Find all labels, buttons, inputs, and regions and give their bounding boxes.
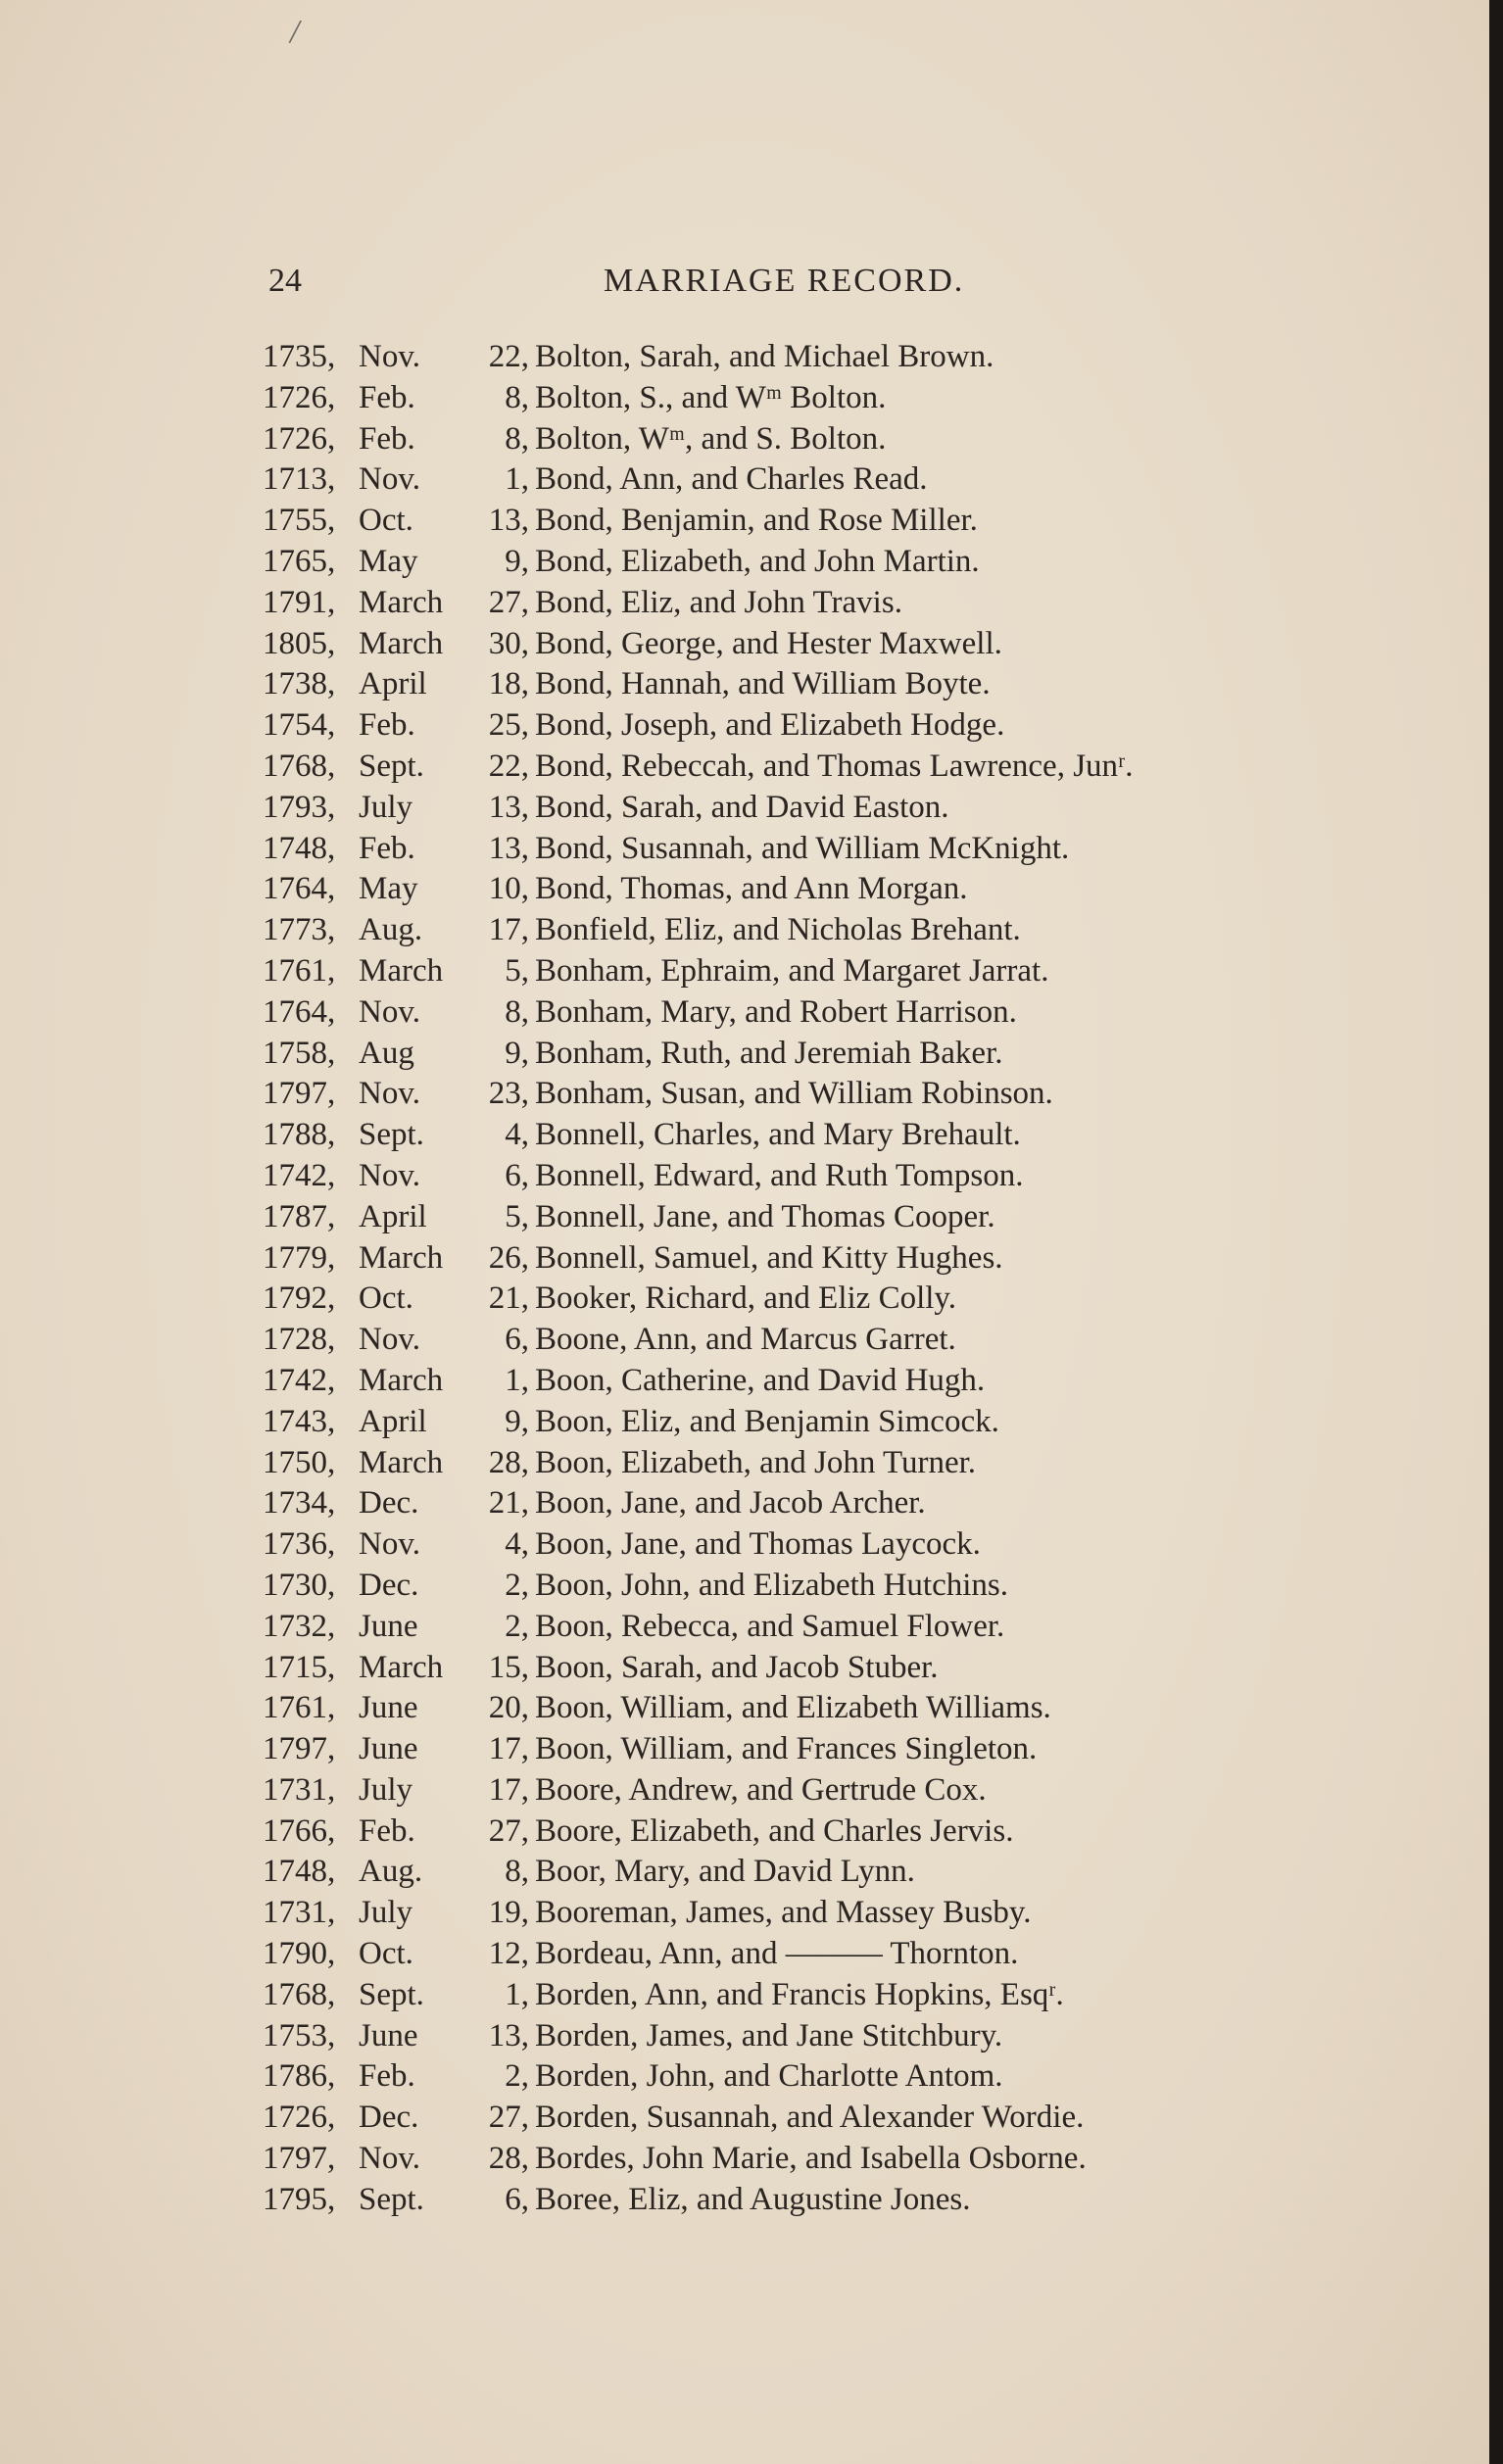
entry-month: Nov. [359, 1076, 420, 1112]
record-entry [263, 992, 1340, 1034]
entry-year: 1797, [263, 1076, 336, 1112]
entry-month: Oct. [359, 503, 413, 539]
entry-month: Oct. [359, 1280, 413, 1317]
record-entry [263, 664, 1340, 705]
entry-year: 1764, [263, 993, 336, 1030]
record-entry [263, 1524, 1340, 1566]
entry-month: Sept. [359, 2181, 424, 2217]
entry-day: 9, [505, 1035, 529, 1071]
record-entry [263, 459, 1340, 501]
entry-day: 27, [488, 2100, 529, 2136]
entry-day: 22, [488, 748, 529, 784]
entry-year: 1750, [263, 1444, 336, 1480]
entry-names: Bond, Hannah, and William Boyte. [535, 666, 991, 702]
entry-month: Sept. [359, 1976, 424, 2012]
record-entry [263, 1115, 1340, 1156]
entry-day: 15, [488, 1649, 529, 1685]
entry-month: Dec. [359, 1567, 419, 1603]
entry-month: July [359, 789, 413, 825]
entry-names: Borden, John, and Charlotte Antom. [535, 2058, 1003, 2095]
entry-month: Nov. [359, 2141, 420, 2177]
record-entry [263, 1852, 1340, 1893]
entry-day: 2, [505, 1608, 529, 1644]
entry-names: Bordeau, Ann, and ——— Thornton. [535, 1936, 1019, 1972]
entry-month: March [359, 1649, 444, 1685]
entry-names: Borden, James, and Jane Stitchbury. [535, 2017, 1003, 2053]
entry-names: Bond, Ann, and Charles Read. [535, 461, 928, 498]
entry-day: 6, [505, 1322, 529, 1358]
entry-names: Boon, Jane, and Jacob Archer. [535, 1485, 926, 1522]
entry-names: Bordes, John Marie, and Isabella Osborne. [535, 2141, 1087, 2177]
entry-month: Sept. [359, 1117, 424, 1153]
entry-names: Bonham, Susan, and William Robinson. [535, 1076, 1053, 1112]
entry-month: March [359, 1362, 444, 1398]
entry-year: 1793, [263, 789, 336, 825]
entry-month: June [359, 1690, 418, 1726]
entry-day: 12, [488, 1936, 529, 1972]
entry-year: 1761, [263, 1690, 336, 1726]
entry-day: 13, [488, 830, 529, 866]
entry-year: 1765, [263, 543, 336, 579]
entry-day: 13, [488, 2017, 529, 2053]
record-entry [263, 788, 1340, 829]
entry-year: 1754, [263, 707, 336, 744]
entry-day: 9, [505, 1403, 529, 1439]
entry-year: 1730, [263, 1567, 336, 1603]
entry-day: 1, [505, 461, 529, 498]
entry-year: 1728, [263, 1322, 336, 1358]
record-entry [263, 1483, 1340, 1524]
entry-month: May [359, 871, 418, 907]
entry-day: 17, [488, 1731, 529, 1767]
entry-names: Bond, Elizabeth, and John Martin. [535, 543, 980, 579]
entry-day: 19, [488, 1895, 529, 1931]
entry-month: Feb. [359, 420, 415, 457]
entry-names: Boon, Eliz, and Benjamin Simcock. [535, 1403, 999, 1439]
record-entry [263, 2056, 1340, 2098]
record-entry [263, 951, 1340, 992]
entry-day: 23, [488, 1076, 529, 1112]
entry-month: Dec. [359, 2100, 419, 2136]
record-entry [263, 829, 1340, 870]
entry-month: Nov. [359, 993, 420, 1030]
entry-day: 8, [505, 420, 529, 457]
record-entry [263, 869, 1340, 910]
entry-day: 26, [488, 1239, 529, 1276]
entry-day: 17, [488, 1771, 529, 1808]
entry-month: March [359, 584, 444, 620]
entry-year: 1738, [263, 666, 336, 702]
entry-day: 6, [505, 1157, 529, 1193]
record-entry [263, 1975, 1340, 2016]
entry-day: 4, [505, 1117, 529, 1153]
entry-day: 28, [488, 1444, 529, 1480]
entry-year: 1715, [263, 1649, 336, 1685]
entry-names: Boon, Jane, and Thomas Laycock. [535, 1526, 981, 1563]
entry-names: Boor, Mary, and David Lynn. [535, 1854, 915, 1890]
entry-day: 6, [505, 2181, 529, 2217]
record-entry [263, 1688, 1340, 1729]
entry-day: 17, [488, 912, 529, 948]
record-entry [263, 1320, 1340, 1361]
record-entry [263, 1607, 1340, 1648]
entry-year: 1773, [263, 912, 336, 948]
entry-year: 1758, [263, 1035, 336, 1071]
entry-names: Bond, Sarah, and David Easton. [535, 789, 949, 825]
record-entry [263, 2180, 1340, 2221]
record-entry [263, 337, 1340, 378]
entry-month: April [359, 1403, 427, 1439]
entry-year: 1726, [263, 420, 336, 457]
entry-day: 1, [505, 1976, 529, 2012]
entry-names: Bonham, Ephraim, and Margaret Jarrat. [535, 952, 1049, 989]
record-entry [263, 419, 1340, 460]
entry-month: Feb. [359, 830, 415, 866]
record-entry [263, 1156, 1340, 1197]
entry-month: Aug. [359, 912, 423, 948]
entry-day: 13, [488, 789, 529, 825]
entry-day: 8, [505, 1854, 529, 1890]
entry-month: Nov. [359, 1157, 420, 1193]
scan-edge [1489, 0, 1503, 2464]
entry-year: 1726, [263, 379, 336, 415]
entry-names: Borden, Ann, and Francis Hopkins, Esqʳ. [535, 1976, 1064, 2012]
entry-names: Boore, Elizabeth, and Charles Jervis. [535, 1812, 1014, 1849]
entry-year: 1726, [263, 2100, 336, 2136]
entry-names: Bond, Susannah, and William McKnight. [535, 830, 1070, 866]
entry-day: 10, [488, 871, 529, 907]
entry-year: 1787, [263, 1198, 336, 1234]
record-entry [263, 1729, 1340, 1770]
record-entry [263, 1279, 1340, 1320]
record-entry [263, 583, 1340, 624]
entry-month: Oct. [359, 1936, 413, 1972]
record-entry [263, 542, 1340, 583]
entry-day: 5, [505, 1198, 529, 1234]
entry-names: Boree, Eliz, and Augustine Jones. [535, 2181, 971, 2217]
entry-month: Nov. [359, 461, 420, 498]
entry-month: Nov. [359, 339, 420, 374]
entry-month: Feb. [359, 379, 415, 415]
marriage-entries-list [263, 337, 1340, 2221]
entry-month: March [359, 1444, 444, 1480]
entry-year: 1795, [263, 2181, 336, 2217]
record-entry [263, 1770, 1340, 1812]
entry-month: July [359, 1895, 413, 1931]
entry-year: 1786, [263, 2058, 336, 2095]
entry-names: Boon, Elizabeth, and John Turner. [535, 1444, 977, 1480]
entry-year: 1792, [263, 1280, 336, 1317]
record-entry [263, 1812, 1340, 1853]
record-entry [263, 1238, 1340, 1280]
record-entry [263, 624, 1340, 665]
entry-names: Bonnell, Charles, and Mary Brehault. [535, 1117, 1021, 1153]
record-entry [263, 1934, 1340, 1975]
entry-year: 1742, [263, 1157, 336, 1193]
entry-month: June [359, 1608, 418, 1644]
pencil-mark: / [290, 14, 300, 50]
entry-year: 1748, [263, 830, 336, 866]
record-entry [263, 1402, 1340, 1443]
entry-year: 1761, [263, 952, 336, 989]
entry-year: 1732, [263, 1608, 336, 1644]
entry-year: 1797, [263, 1731, 336, 1767]
entry-month: Aug. [359, 1854, 423, 1890]
entry-year: 1753, [263, 2017, 336, 2053]
entry-names: Bonnell, Jane, and Thomas Cooper. [535, 1198, 995, 1234]
record-entry [263, 2139, 1340, 2180]
entry-year: 1790, [263, 1936, 336, 1972]
record-entry [263, 501, 1340, 542]
entry-names: Bolton, S., and Wᵐ Bolton. [535, 379, 887, 415]
entry-month: March [359, 952, 444, 989]
record-entry [263, 705, 1340, 747]
record-entry [263, 2098, 1340, 2139]
entry-day: 8, [505, 993, 529, 1030]
entry-month: Dec. [359, 1485, 419, 1522]
record-entry [263, 747, 1340, 788]
entry-year: 1797, [263, 2141, 336, 2177]
page-header [255, 263, 1019, 308]
entry-names: Bonfield, Eliz, and Nicholas Brehant. [535, 912, 1021, 948]
entry-names: Bond, Benjamin, and Rose Miller. [535, 503, 978, 539]
entry-month: May [359, 543, 418, 579]
entry-month: Sept. [359, 748, 424, 784]
entry-day: 28, [488, 2141, 529, 2177]
entry-names: Boon, Catherine, and David Hugh. [535, 1362, 986, 1398]
entry-names: Bond, Eliz, and John Travis. [535, 584, 902, 620]
entry-names: Borden, Susannah, and Alexander Wordie. [535, 2100, 1085, 2136]
entry-names: Bolton, Sarah, and Michael Brown. [535, 339, 994, 374]
page-number: 24 [268, 263, 302, 299]
entry-month: June [359, 1731, 418, 1767]
entry-names: Boon, John, and Elizabeth Hutchins. [535, 1567, 1009, 1603]
entry-year: 1713, [263, 461, 336, 498]
entry-day: 2, [505, 1567, 529, 1603]
entry-year: 1748, [263, 1854, 336, 1890]
entry-month: April [359, 666, 427, 702]
record-entry [263, 1197, 1340, 1238]
entry-names: Bolton, Wᵐ, and S. Bolton. [535, 420, 887, 457]
entry-day: 27, [488, 1812, 529, 1849]
entry-year: 1731, [263, 1771, 336, 1808]
record-entry [263, 1566, 1340, 1607]
entry-month: Feb. [359, 707, 415, 744]
entry-month: April [359, 1198, 427, 1234]
entry-year: 1755, [263, 503, 336, 539]
record-entry [263, 1648, 1340, 1689]
entry-day: 27, [488, 584, 529, 620]
entry-day: 22, [488, 339, 529, 374]
entry-names: Bonnell, Edward, and Ruth Tompson. [535, 1157, 1024, 1193]
entry-names: Boon, Rebecca, and Samuel Flower. [535, 1608, 1005, 1644]
record-entry [263, 1034, 1340, 1075]
entry-day: 1, [505, 1362, 529, 1398]
entry-names: Boon, William, and Elizabeth Williams. [535, 1690, 1051, 1726]
entry-names: Bond, Rebeccah, and Thomas Lawrence, Junʳ. [535, 748, 1134, 784]
running-title: MARRIAGE RECORD. [604, 263, 965, 299]
record-entry [263, 1443, 1340, 1484]
entry-month: March [359, 625, 444, 661]
entry-names: Booreman, James, and Massey Busby. [535, 1895, 1032, 1931]
entry-names: Boon, William, and Frances Singleton. [535, 1731, 1038, 1767]
entry-names: Bonham, Mary, and Robert Harrison. [535, 993, 1017, 1030]
record-entry [263, 1361, 1340, 1402]
entry-day: 21, [488, 1485, 529, 1522]
entry-year: 1788, [263, 1117, 336, 1153]
entry-month: March [359, 1239, 444, 1276]
entry-day: 8, [505, 379, 529, 415]
entry-month: July [359, 1771, 413, 1808]
record-entry [263, 1893, 1340, 1934]
entry-year: 1734, [263, 1485, 336, 1522]
entry-year: 1743, [263, 1403, 336, 1439]
entry-day: 13, [488, 503, 529, 539]
entry-day: 5, [505, 952, 529, 989]
entry-day: 4, [505, 1526, 529, 1563]
record-entry [263, 910, 1340, 951]
entry-day: 25, [488, 707, 529, 744]
entry-year: 1735, [263, 339, 336, 374]
entry-month: Aug [359, 1035, 414, 1071]
entry-month: June [359, 2017, 418, 2053]
entry-day: 2, [505, 2058, 529, 2095]
entry-day: 30, [488, 625, 529, 661]
entry-month: Feb. [359, 2058, 415, 2095]
entry-year: 1779, [263, 1239, 336, 1276]
entry-year: 1791, [263, 584, 336, 620]
entry-day: 21, [488, 1280, 529, 1317]
entry-year: 1731, [263, 1895, 336, 1931]
entry-month: Nov. [359, 1526, 420, 1563]
entry-names: Bonnell, Samuel, and Kitty Hughes. [535, 1239, 1003, 1276]
entry-year: 1742, [263, 1362, 336, 1398]
entry-year: 1768, [263, 1976, 336, 2012]
entry-year: 1768, [263, 748, 336, 784]
entry-names: Bond, Thomas, and Ann Morgan. [535, 871, 968, 907]
entry-names: Bond, Joseph, and Elizabeth Hodge. [535, 707, 1005, 744]
entry-year: 1736, [263, 1526, 336, 1563]
entry-month: Feb. [359, 1812, 415, 1849]
entry-names: Boon, Sarah, and Jacob Stuber. [535, 1649, 939, 1685]
record-entry [263, 1074, 1340, 1115]
entry-day: 20, [488, 1690, 529, 1726]
record-entry [263, 378, 1340, 419]
entry-day: 18, [488, 666, 529, 702]
entry-names: Bond, George, and Hester Maxwell. [535, 625, 1002, 661]
entry-year: 1764, [263, 871, 336, 907]
entry-names: Booker, Richard, and Eliz Colly. [535, 1280, 957, 1317]
entry-names: Bonham, Ruth, and Jeremiah Baker. [535, 1035, 1003, 1071]
entry-month: Nov. [359, 1322, 420, 1358]
entry-names: Boore, Andrew, and Gertrude Cox. [535, 1771, 987, 1808]
entry-year: 1805, [263, 625, 336, 661]
entry-year: 1766, [263, 1812, 336, 1849]
entry-day: 9, [505, 543, 529, 579]
record-entry [263, 2016, 1340, 2057]
entry-names: Boone, Ann, and Marcus Garret. [535, 1322, 956, 1358]
